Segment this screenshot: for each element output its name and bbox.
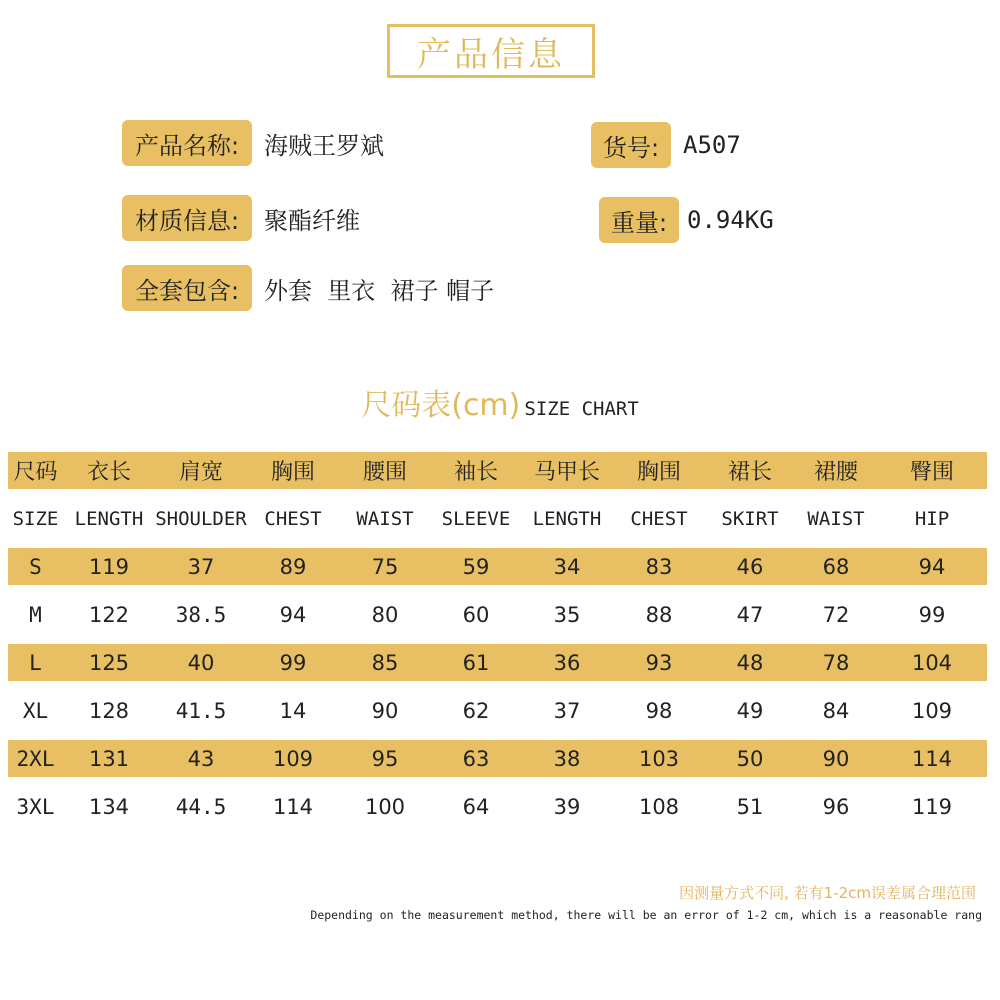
size-table — [8, 452, 987, 836]
table-cell: 131 — [88, 746, 130, 771]
table-cell: 104 — [911, 650, 953, 675]
header-cell: LENGTH — [74, 507, 144, 530]
table-cell: 44.5 — [175, 794, 227, 819]
header-cell: 胸围 — [636, 460, 681, 485]
set-contents-value: 外套 里衣 裙子 帽子 — [264, 276, 495, 305]
size-cell: L — [29, 650, 42, 675]
table-cell: 109 — [911, 698, 953, 723]
table-cell: 83 — [645, 554, 673, 579]
weight-label: 重量: — [599, 197, 679, 243]
table-header-cn — [8, 452, 987, 489]
header-cell: SLEEVE — [441, 507, 511, 530]
table-cell: 128 — [88, 698, 130, 723]
table-cell: 89 — [279, 554, 307, 579]
table-cell: 34 — [553, 554, 581, 579]
table-row — [8, 644, 987, 681]
table-cell: 85 — [371, 650, 399, 675]
table-cell: 108 — [638, 794, 680, 819]
header-cell: 胸围 — [270, 460, 315, 485]
set-contents-label: 全套包含: — [122, 265, 252, 311]
sku-value: A507 — [683, 131, 741, 159]
sku-label: 货号: — [591, 122, 671, 168]
table-cell: 119 — [88, 554, 130, 579]
header-cell: CHEST — [630, 507, 688, 530]
material-value: 聚酯纤维 — [264, 206, 360, 235]
size-cell: 3XL — [16, 794, 55, 819]
table-cell: 37 — [187, 554, 215, 579]
size-chart-heading-en: SIZE CHART — [524, 398, 639, 420]
size-cell: 2XL — [16, 746, 55, 771]
table-cell: 90 — [822, 746, 850, 771]
table-cell: 39 — [553, 794, 581, 819]
info-row-name — [122, 120, 384, 166]
table-cell: 84 — [822, 698, 850, 723]
table-cell: 122 — [88, 602, 130, 627]
table-header-en — [8, 500, 987, 537]
header-cell: CHEST — [264, 507, 322, 530]
page-title-text: 产品信息 — [417, 34, 565, 75]
table-cell: 75 — [371, 554, 399, 579]
table-cell: 119 — [911, 794, 953, 819]
header-cell: 裙腰 — [813, 460, 858, 485]
table-cell: 100 — [364, 794, 406, 819]
table-row — [8, 596, 987, 633]
header-cell: WAIST — [356, 507, 414, 530]
size-cell: S — [29, 554, 42, 579]
table-cell: 14 — [279, 698, 307, 723]
header-cell: 袖长 — [453, 460, 498, 485]
table-cell: 51 — [736, 794, 764, 819]
table-cell: 38.5 — [175, 602, 227, 627]
table-cell: 41.5 — [175, 698, 227, 723]
table-cell: 93 — [645, 650, 673, 675]
size-chart-heading — [0, 380, 1000, 424]
table-cell: 36 — [553, 650, 581, 675]
header-cell: 马甲长 — [533, 460, 600, 485]
table-cell: 72 — [822, 602, 850, 627]
header-cell: 腰围 — [362, 460, 407, 485]
header-cell: 尺码 — [13, 460, 58, 485]
measurement-note-cn: 因测量方式不同, 若有1-2cm误差属合理范围 — [679, 884, 976, 902]
weight-value: 0.94KG — [687, 206, 774, 234]
table-cell: 114 — [272, 794, 314, 819]
header-cell: HIP — [914, 507, 950, 530]
header-cell: SHOULDER — [155, 507, 247, 530]
product-name-value: 海贼王罗斌 — [264, 131, 384, 160]
table-cell: 48 — [736, 650, 764, 675]
table-row — [8, 692, 987, 729]
size-cell: M — [29, 602, 42, 627]
table-cell: 60 — [462, 602, 490, 627]
page-title — [387, 24, 595, 78]
table-row — [8, 548, 987, 585]
table-cell: 37 — [553, 698, 581, 723]
table-cell: 99 — [279, 650, 307, 675]
info-row-sku — [591, 122, 741, 168]
size-cell: XL — [22, 698, 49, 723]
table-cell: 62 — [462, 698, 490, 723]
table-cell: 90 — [371, 698, 399, 723]
table-cell: 49 — [736, 698, 764, 723]
table-cell: 61 — [462, 650, 490, 675]
table-cell: 134 — [88, 794, 130, 819]
table-cell: 43 — [187, 746, 215, 771]
table-cell: 68 — [822, 554, 850, 579]
header-cell: WAIST — [807, 507, 865, 530]
table-cell: 109 — [272, 746, 314, 771]
info-row-set — [122, 265, 494, 311]
table-cell: 94 — [279, 602, 307, 627]
header-cell: LENGTH — [532, 507, 602, 530]
header-cell: 臀围 — [909, 460, 954, 485]
table-cell: 47 — [736, 602, 764, 627]
table-row — [8, 788, 987, 825]
header-cell: 衣长 — [86, 460, 131, 485]
measurement-note-en: Depending on the measurement method, there will be an error of 1-2 cm, which is a reasonable rang — [310, 908, 982, 922]
table-cell: 98 — [645, 698, 673, 723]
info-row-material — [122, 195, 360, 241]
header-cell: SKIRT — [721, 507, 779, 530]
table-cell: 99 — [918, 602, 946, 627]
table-cell: 96 — [822, 794, 850, 819]
table-cell: 63 — [462, 746, 490, 771]
table-cell: 125 — [88, 650, 130, 675]
table-cell: 40 — [187, 650, 215, 675]
table-cell: 64 — [462, 794, 490, 819]
table-cell: 103 — [638, 746, 680, 771]
table-cell: 38 — [553, 746, 581, 771]
table-cell: 35 — [553, 602, 581, 627]
table-cell: 78 — [822, 650, 850, 675]
header-cell: SIZE — [12, 507, 59, 530]
table-cell: 94 — [918, 554, 946, 579]
table-cell: 95 — [371, 746, 399, 771]
table-row — [8, 740, 987, 777]
product-name-label: 产品名称: — [122, 120, 252, 166]
table-cell: 46 — [736, 554, 764, 579]
table-cell: 59 — [462, 554, 490, 579]
size-chart-heading-cn: 尺码表(cm) — [361, 388, 521, 423]
header-cell: 裙长 — [727, 460, 772, 485]
header-cell: 肩宽 — [178, 460, 223, 485]
table-cell: 80 — [371, 602, 399, 627]
material-label: 材质信息: — [122, 195, 252, 241]
info-row-weight — [599, 197, 774, 243]
table-cell: 114 — [911, 746, 953, 771]
table-cell: 50 — [736, 746, 764, 771]
table-cell: 88 — [645, 602, 673, 627]
table-body — [8, 548, 987, 825]
